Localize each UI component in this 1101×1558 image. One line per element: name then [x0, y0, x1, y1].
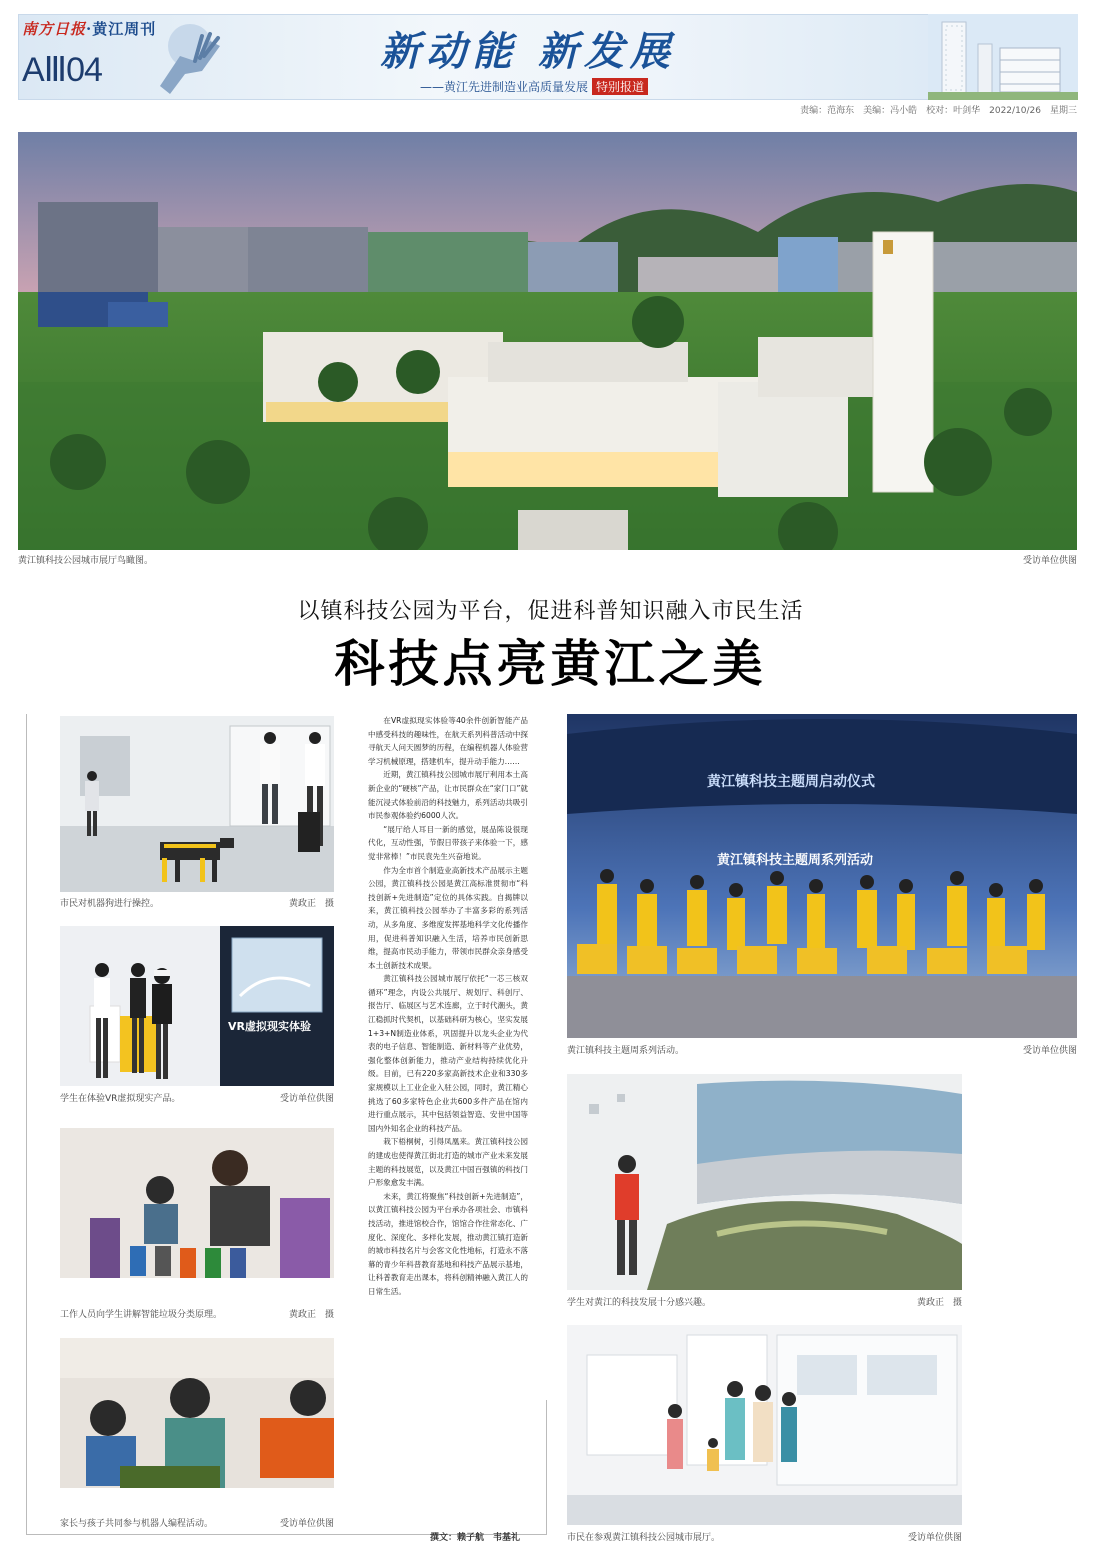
photo5-caption: 黄江镇科技主题周系列活动。: [567, 1046, 685, 1056]
aerial-park-illustration: [18, 132, 1077, 550]
photo-robot-dog: [60, 716, 334, 892]
subheadline: 以镇科技公园为平台，促进科普知识融入市民生活: [297, 599, 804, 624]
robot-hand-illustration: [140, 16, 230, 98]
article-paragraph: 栽下梧桐树，引得凤凰来。黄江镇科技公园的建成也使得黄江街北打造的城市产业未来发展主题的科技展览，以及黄江中国百强镇的科技门户形象愈发丰满。: [368, 1137, 528, 1188]
screen-text-top: 黄江镇科技主题周启动仪式: [707, 774, 875, 790]
series-title: 新动能 新发展: [380, 28, 676, 75]
photo4-credit: 受访单位供图: [279, 1519, 334, 1529]
sand-table-scene: [567, 1074, 962, 1290]
screen-text-main: 黄江镇科技主题周系列活动: [717, 853, 874, 868]
photo-garbage-sorting: [60, 1128, 334, 1304]
article-paragraph: 黄江镇科技公园城市展厅依托“一芯三核双循环”理念，内设公共展厅、规划厅、科创厅、报告厅、临展区与艺术连廊，立于时代潮头，黄江稳抓时代契机，以基础科研为核心，坚实发展1+3+N制造业体系，巩固提升以龙头企业为代表的电子信息、智能制造、新材料等产业优势，强化整体创新能力，推动产业结构持续优化升级。目前，已有220多家高新技术企业和330多家规模以上工业企业入驻公园，同时，黄江精心挑选了60多家特色企业共600多件产品在馆内进行重点展示，其中包括领益智造、安世中国等国内外知名企业的科技产品。: [368, 974, 528, 1133]
byline: 撰文：赖子航 韦基礼: [430, 1533, 521, 1543]
hero-credit: 受访单位供图: [1022, 556, 1077, 566]
photo2-caption: 学生在体验VR虚拟现实产品。: [60, 1094, 181, 1104]
series-subtitle: ——黄江先进制造业高质量发展 特别报道: [420, 78, 648, 95]
photo-sand-table: [567, 1074, 962, 1290]
group-activity-scene: [567, 714, 1077, 1038]
garbage-sorting-scene: [60, 1128, 334, 1304]
photo7-caption: 市民在参观黄江镇科技公园城市展厅。: [567, 1533, 721, 1543]
vr-scene: [60, 926, 334, 1086]
photo5-credit: 受访单位供图: [1022, 1046, 1077, 1056]
photo-vr-experience: [60, 926, 334, 1086]
photo3-caption: 工作人员向学生讲解智能垃圾分类原理。: [60, 1310, 223, 1320]
hero-aerial-photo: [18, 132, 1077, 550]
photo6-caption: 学生对黄江的科技发展十分感兴趣。: [567, 1298, 712, 1308]
article-paragraph: 未来，黄江将聚焦“科技创新+先进制造”，以黄江镇科技公园为平台承办各项社会、市镇科技活动，推进馆校合作，馆馆合作往常态化、广度化、深度化、多样化发展，推动黄江镇打造新的城市科技名片与会客文化性地标，打造永不落幕的青少年科普教育基地和科技产品展示基地，让科普教育走出课本，将科创精神融入黄江人的日常生活。: [368, 1191, 528, 1296]
robot-programming-scene: [60, 1338, 334, 1512]
photo-group-activity: [567, 714, 1077, 1038]
masthead-section-name: ·黄江周刊: [86, 20, 157, 38]
main-headline: 科技点亮黄江之美: [334, 634, 767, 693]
article-body: [368, 714, 528, 1526]
page-number: AⅢ04: [22, 51, 102, 89]
photo1-caption: 市民对机器狗进行操控。: [60, 899, 160, 909]
photo-exhibition-visit: [567, 1325, 962, 1525]
photo6-credit: 黄政正 摄: [916, 1298, 962, 1308]
city-skyline-illustration: [928, 14, 1078, 100]
special-report-tag: 特别报道: [592, 78, 648, 95]
photo1-credit: 黄政正 摄: [288, 899, 334, 909]
hero-caption: 黄江镇科技公园城市展厅鸟瞰图。: [18, 556, 154, 566]
masthead-paper-name: 南方日报: [22, 20, 87, 38]
photo4-caption: 家长与孩子共同参与机器人编程活动。: [60, 1519, 214, 1529]
vr-sign-text: VR虚拟现实体验: [228, 1020, 311, 1033]
photo7-credit: 受访单位供图: [907, 1533, 962, 1543]
photo2-credit: 受访单位供图: [279, 1094, 334, 1104]
article-paragraph: “展厅给人耳目一新的感觉，展品陈设很现代化，互动性强，节假日带孩子来体验一下，感觉非常棒！”市民袁先生兴奋地说。: [368, 824, 528, 861]
column-divider-line: [546, 1400, 547, 1535]
photo3-credit: 黄政正 摄: [288, 1310, 334, 1320]
robot-dog-scene: [60, 716, 334, 892]
photo-robot-programming: [60, 1338, 334, 1512]
left-frame-line: [26, 714, 27, 1534]
masthead: [22, 18, 156, 39]
article-paragraph: 在VR虚拟现实体验等40余件创新智能产品中感受科技的趣味性，在航天系列科普活动中探寻航天人问天圆梦的历程，在编程机器人体验营学习机械原理，搭建机车，提升动手能力……: [368, 716, 528, 766]
article-paragraph: 作为全市首个制造业高新技术产品展示主题公园，黄江镇科技公园是黄江高标准贯彻市“科技创新+先进制造”定位的具体实践。自揭牌以来，黄江镇科技公园举办了丰富多彩的系列活动，从多角度、多维度发挥基地科学文化传播作用，促进科普知识融入生活，培养市民创新思维，提高市民动手能力，带领市民群众亲身感受本土创新技术成果。: [368, 865, 528, 970]
editor-credits: 责编：范海东 美编：冯小皓 校对：叶剑华 2022/10/26 星期三: [800, 106, 1077, 116]
article-paragraph: 近期，黄江镇科技公园城市展厅利用本土高新企业的“硬核”产品，让市民群众在“家门口”就能沉浸式体验前沿的科技魅力，系列活动共吸引市民参观体验约6000人次。: [368, 770, 529, 821]
exhibition-visit-scene: [567, 1325, 962, 1525]
